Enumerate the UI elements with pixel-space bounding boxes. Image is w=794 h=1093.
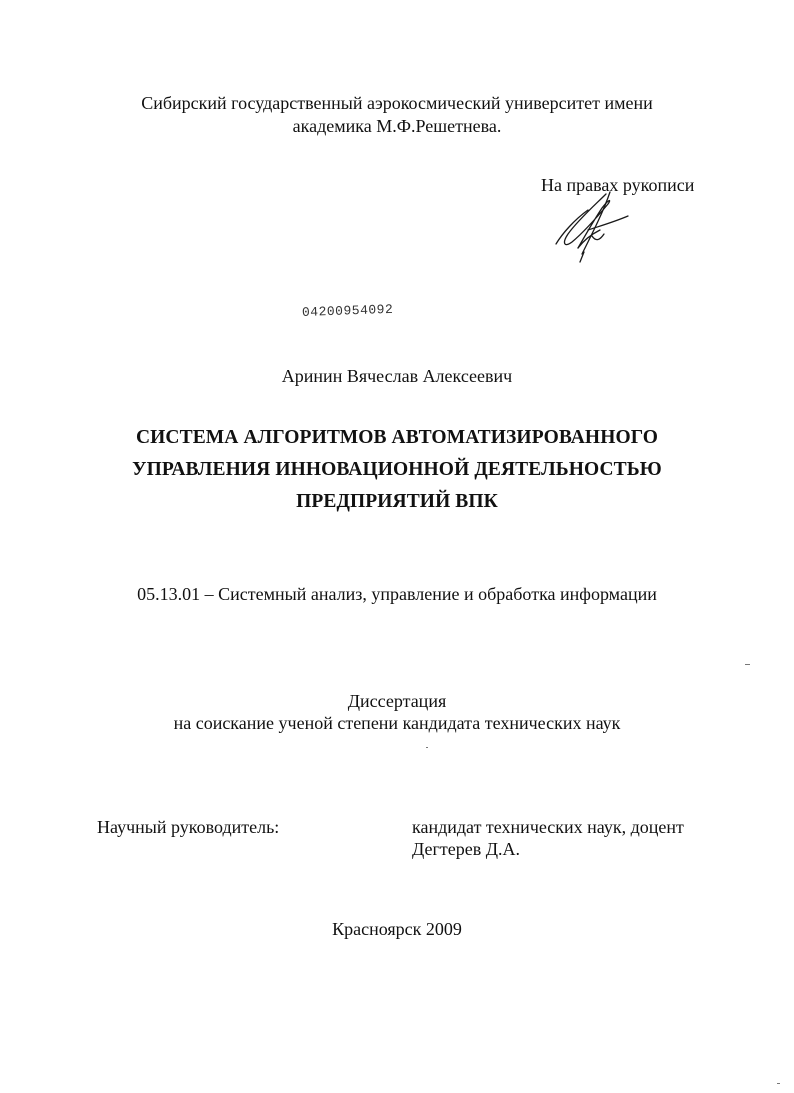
supervisor-name: Дегтерев Д.А. [412, 839, 520, 859]
title-line-2: УПРАВЛЕНИЯ ИННОВАЦИОННОЙ ДЕЯТЕЛЬНОСТЬЮ [132, 459, 662, 480]
scan-speck [777, 1083, 780, 1084]
registry-stamp-number: 04200954092 [301, 301, 394, 320]
university-line-1: Сибирский государственный аэрокосмический университет имени [141, 93, 653, 113]
supervisor-label: Научный руководитель: [97, 817, 280, 837]
author-name: Аринин Вячеслав Алексеевич [281, 366, 513, 386]
title-line-1: СИСТЕМА АЛГОРИТМОВ АВТОМАТИЗИРОВАННОГО [135, 427, 659, 448]
city-year: Красноярск 2009 [332, 919, 462, 939]
supervisor-rank: кандидат технических наук, доцент [412, 817, 684, 837]
manuscript-note: На правах рукописи [541, 175, 695, 195]
degree-purpose: на соискание ученой степени кандидата технических наук [173, 713, 621, 733]
degree-type: Диссертация [347, 691, 447, 711]
scan-speck [745, 664, 750, 665]
title-line-3: ПРЕДПРИЯТИЙ ВПК [296, 491, 498, 512]
scan-speck [426, 747, 428, 748]
signature-icon [548, 186, 644, 266]
specialty-line: 05.13.01 – Системный анализ, управление и обработка информации [137, 584, 657, 604]
university-line-2: академика М.Ф.Решетнева. [292, 116, 502, 136]
